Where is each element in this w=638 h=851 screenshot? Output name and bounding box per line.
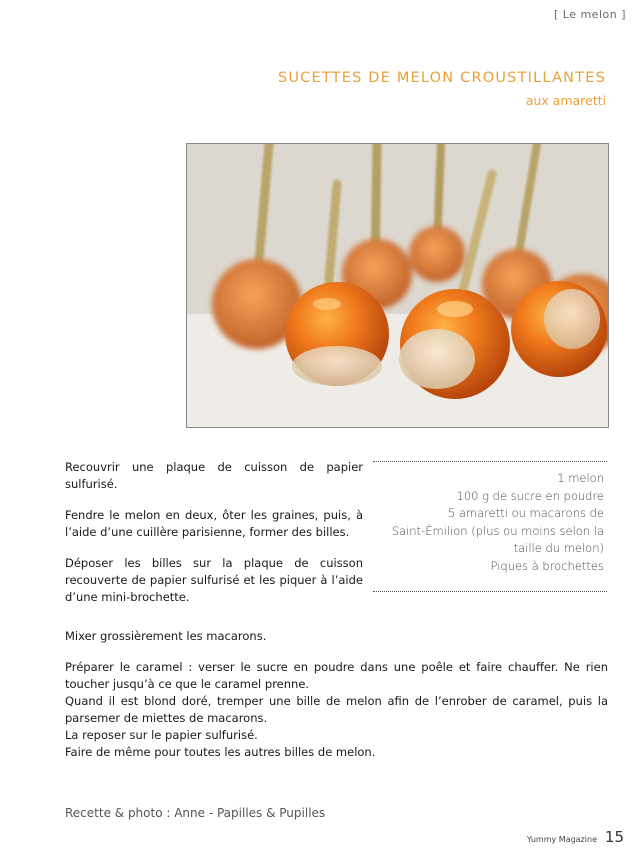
instruction-line: Quand il est blond doré, tremper une bille de melon afin de l’enrober de caramel, puis la parsemer de miettes de macarons. bbox=[65, 694, 608, 725]
instructions-column bbox=[65, 459, 363, 620]
recipe-title: SUCETTES DE MELON CROUSTILLANTES bbox=[277, 70, 606, 86]
melon-pops-illustration bbox=[187, 144, 608, 427]
ingredient-item: 1 melon bbox=[557, 471, 604, 485]
caramel-instructions bbox=[65, 659, 608, 761]
recipe-credit: Recette & photo : Anne - Papilles & Pupilles bbox=[65, 806, 326, 820]
page-number: 15 bbox=[604, 828, 624, 846]
instruction-line: La reposer sur le papier sulfurisé. bbox=[65, 728, 258, 742]
ingredient-item: 100 g de sucre en poudre bbox=[456, 488, 604, 503]
ingredient-item: Piques à brochettes bbox=[490, 558, 604, 573]
instruction-step: Fendre le melon en deux, ôter les graines, puis, à l’aide d’une cuillère parisienne, former des billes. bbox=[65, 508, 363, 539]
ingredients-list bbox=[372, 470, 604, 575]
ingredient-item: Saint-Émilion (plus ou moins selon la bbox=[391, 523, 604, 538]
ingredient-item: taille du melon) bbox=[513, 541, 604, 555]
instruction-line: Faire de même pour toutes les autres billes de melon. bbox=[65, 745, 376, 759]
instruction-step: Recouvrir une plaque de cuisson de papier sulfurisé. bbox=[65, 460, 363, 491]
section-tag: [ Le melon ] bbox=[553, 8, 626, 21]
instruction-step: Mixer grossièrement les macarons. bbox=[65, 629, 267, 643]
instruction-step: Déposer les billes sur la plaque de cuisson recouverte de papier sulfurisé et les piquer à l’aide d’une mini-brochette. bbox=[65, 556, 363, 604]
recipe-subtitle: aux amaretti bbox=[525, 93, 606, 108]
magazine-name: Yummy Magazine bbox=[526, 835, 597, 844]
instruction-line: Préparer le caramel : verser le sucre en poudre dans une poêle et faire chauffer. Ne rien toucher jusqu’à ce que le caramel prenne. bbox=[65, 660, 608, 691]
instructions-full-width bbox=[65, 628, 608, 761]
ingredients-top-rule bbox=[373, 461, 607, 462]
ingredient-item: 5 amaretti ou macarons de bbox=[447, 506, 604, 520]
ingredients-bottom-rule bbox=[373, 591, 607, 592]
recipe-photo bbox=[186, 143, 609, 428]
